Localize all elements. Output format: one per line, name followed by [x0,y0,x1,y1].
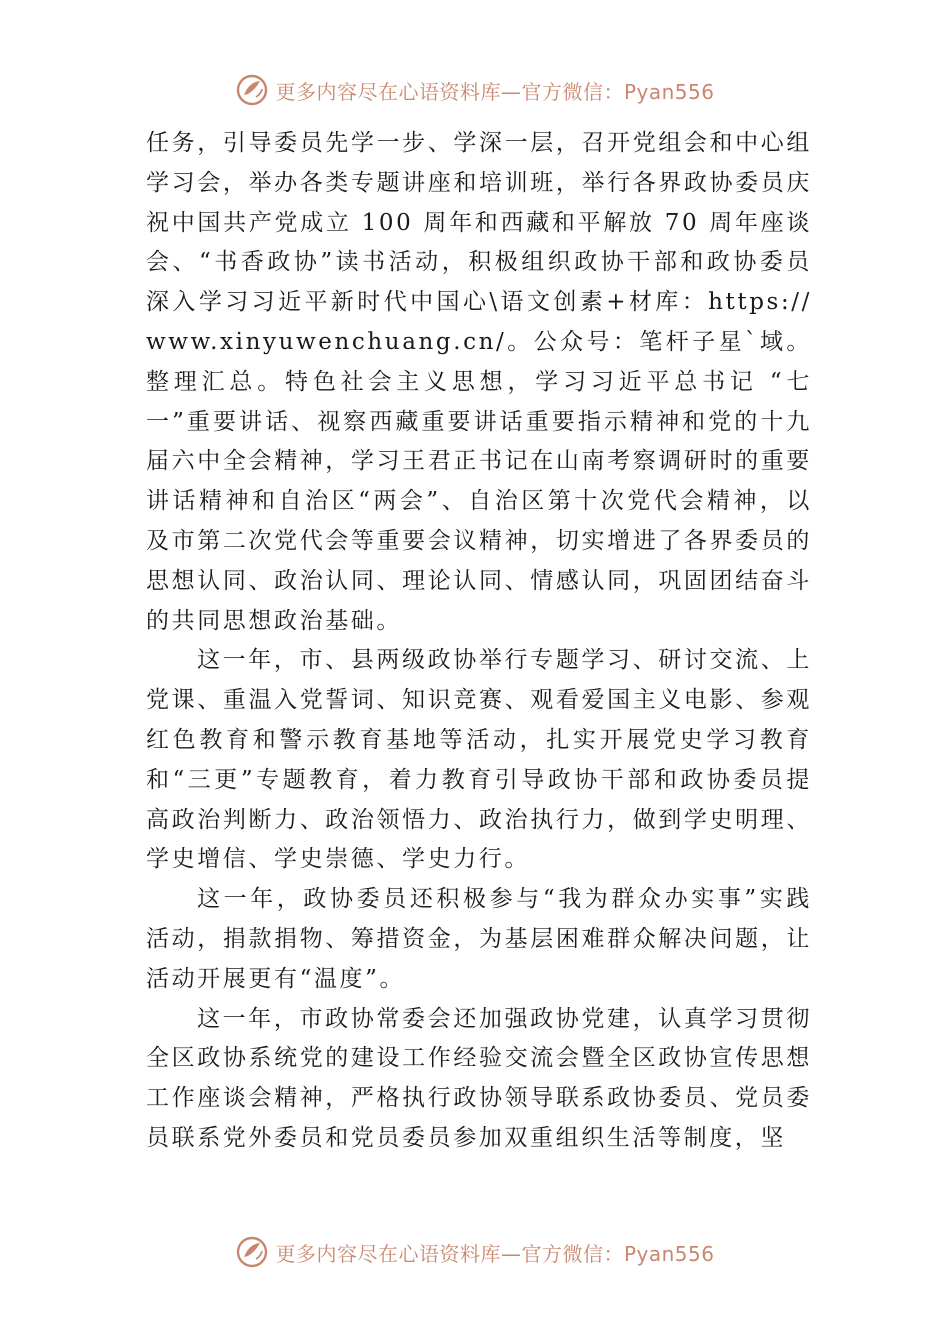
paragraph-4: 这一年，市政协常委会还加强政协党建，认真学习贯彻全区政协系统党的建设工作经验交流会暨全区政协宣传思想工作座谈会精神，严格执行政协领导联系政协委员、党员委员联系党外委员和党员委员参加双重组织生活等制度，坚 [146,1005,812,1151]
footer-banner-text: 更多内容尽在心语资料库—官方微信：Pyan556 [275,1241,715,1266]
brand-logo-icon [235,1235,269,1269]
footer-watermark-banner [0,1232,950,1272]
paragraph-3: 这一年，政协委员还积极参与“我为群众办实事”实践活动，捐款捐物、筹措资金，为基层困难群众解决问题，让活动开展更有“温度”。 [146,886,812,992]
header-watermark-banner [0,70,950,110]
paragraph-2: 这一年，市、县两级政协举行专题学习、研讨交流、上党课、重温入党誓词、知识竞赛、观看爱国主义电影、参观红色教育和警示教育基地等活动，扎实开展党史学习教育和“三更”专题教育，着力教育引导政协干部和政协委员提高政治判断力、政治领悟力、政治执行力，做到学史明理、学史增信、学史崇德、学史力行。 [146,647,812,873]
header-banner-text: 更多内容尽在心语资料库—官方微信：Pyan556 [275,79,715,104]
document-body [146,124,812,1159]
brand-logo-icon [235,73,269,107]
paragraph-1: 任务，引导委员先学一步、学深一层，召开党组会和中心组学习会，举办各类专题讲座和培训班，举行各界政协委员庆祝中国共产党成立 100 周年和西藏和平解放 70 周年座谈会、“书香政协”读书活动，积极组织政协干部和政协委员深入学习习近平新时代中国心\语文创素+材库：https://www.xinyuwenchuang.cn/。公众号：笔杆子星`域。整理汇总。特色社会主义思想，学习习近平总书记 “七一”重要讲话、视察西藏重要讲话重要指示精神和党的十九届六中全会精神，学习王君正书记在山南考察调研时的重要讲话精神和自治区“两会”、自治区第十次党代会精神，以及市第二次党代会等重要会议精神，切实增进了各界委员的思想认同、政治认同、理论认同、情感认同，巩固团结奋斗的共同思想政治基础。 [146,130,812,634]
